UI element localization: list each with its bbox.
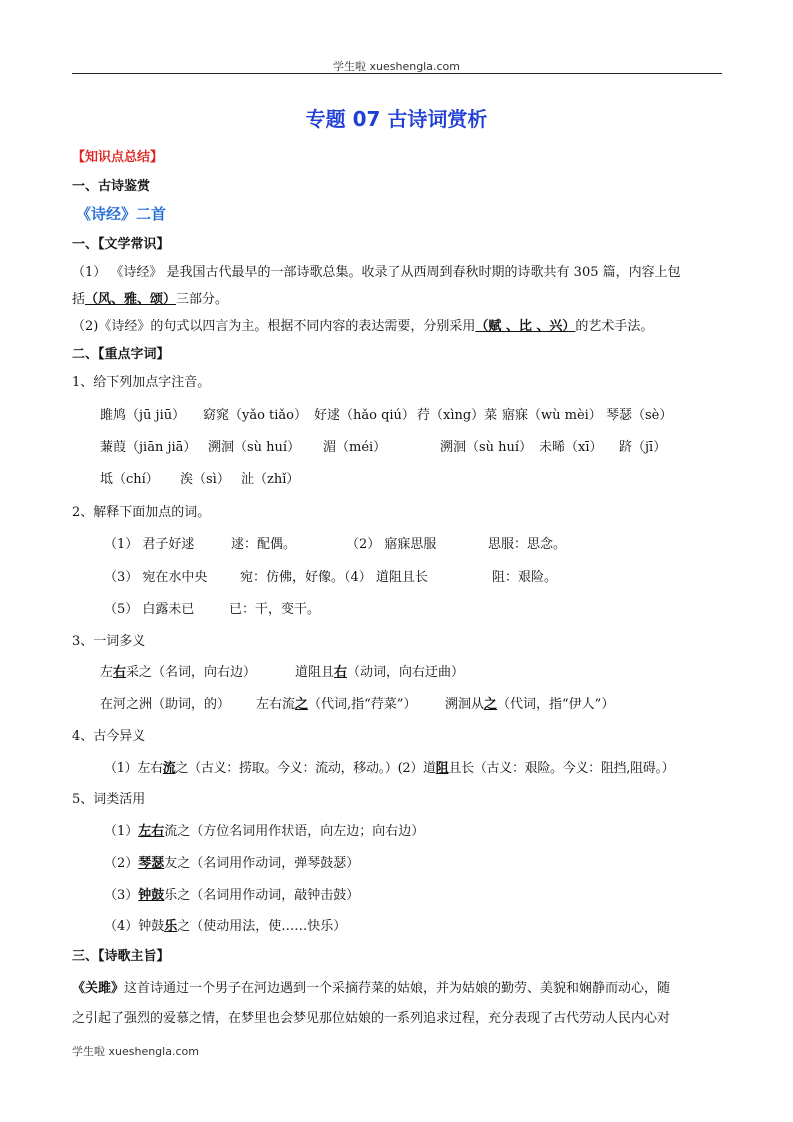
- usage-keyword: 乐: [164, 919, 178, 934]
- polysemy-keyword: 右: [334, 665, 348, 680]
- usage-keyword: 琴瑟: [138, 856, 165, 871]
- ancient-modern-line: [104, 757, 674, 776]
- definition-item: （3） 宛在水中央: [104, 570, 208, 585]
- theme-line-1: [72, 977, 670, 996]
- lit-line-2-pre: 括: [72, 292, 86, 307]
- ancient-keyword: 阻: [435, 761, 449, 776]
- lit-heading: 一、【文学常识】: [72, 237, 170, 252]
- header-divider: [72, 73, 722, 74]
- definition-item: （5） 白露未已: [104, 602, 195, 617]
- pinyin-item: 荇（xìng）菜: [417, 408, 498, 423]
- lit-line-1: （1） 《诗经》 是我国古代最早的一部诗歌总集。收录了从西周到春秋时期的诗歌共有 305 篇，内容上包: [72, 265, 681, 280]
- polysemy-keyword: 右: [113, 665, 127, 680]
- polysemy-keyword: 之: [484, 697, 498, 712]
- definition-item: （1） 君子好逑: [104, 537, 195, 552]
- lit-line-2-post: 三部分。: [176, 292, 229, 307]
- usage-item: [104, 915, 346, 934]
- pinyin-item: 好逑（hǎo qiú）: [314, 408, 415, 423]
- lit-line-3-post: 的艺术手法。: [575, 319, 654, 334]
- usage-item: [104, 884, 359, 903]
- lit-line-3: [72, 315, 653, 334]
- polysemy-text: （代词,指“荇菜”）: [308, 697, 417, 712]
- pinyin-item: 沚（zhǐ）: [241, 472, 300, 487]
- knowledge-tag: 【知识点总结】: [72, 150, 164, 165]
- pinyin-item: 未晞（xī）: [539, 440, 603, 455]
- theme-heading: 三、【诗歌主旨】: [72, 949, 170, 964]
- polysemy-text: 左: [100, 665, 114, 680]
- lit-line-2: [72, 288, 228, 307]
- page-title: 专题 07 古诗词赏析: [305, 107, 488, 131]
- polysemy-text: 道阻且: [295, 665, 335, 680]
- theme-line-2: 之引起了强烈的爱慕之情，在梦里也会梦见那位姑娘的一系列追求过程，充分表现了古代劳动人民内心对: [72, 1011, 671, 1026]
- polysemy-keyword: 之: [295, 697, 309, 712]
- question-3: 3、一词多义: [72, 634, 146, 649]
- lit-line-3-bold: （赋 、比 、兴）: [475, 319, 576, 334]
- polysemy-text: 左右流: [256, 697, 296, 712]
- ancient-keyword: 流: [162, 761, 176, 776]
- usage-text: 流之（方位名词用作状语，向左边；向右边）: [164, 824, 425, 839]
- pinyin-item: 湄（méi）: [323, 440, 387, 455]
- lit-line-3-pre: （2)《诗经》的句式以四言为主。根据不同内容的表达需要，分别采用: [72, 319, 476, 334]
- usage-text: （1）: [104, 824, 139, 839]
- definition-item: 已：干，变干。: [229, 602, 321, 617]
- usage-item: [104, 852, 359, 871]
- poem-title: 《诗经》二首: [76, 205, 167, 223]
- usage-text: 友之（名词用作动词，弹琴鼓瑟）: [164, 856, 360, 871]
- pinyin-item: 蒹葭（jiān jiā）: [100, 440, 197, 455]
- ancient-text: 且长（古义：艰险。今义：阻挡,阻碍。）: [448, 761, 675, 776]
- question-2: 2、解释下面加点的词。: [72, 505, 211, 520]
- ancient-text: 之（古义：捞取。今义：流动，移动。）(2）道: [175, 761, 436, 776]
- pinyin-item: 琴瑟（sè）: [606, 408, 673, 423]
- definition-item: 阻：艰险。: [492, 570, 558, 585]
- usage-text: 之（使动用法，使……快乐）: [177, 919, 347, 934]
- section-heading-1: 一、古诗鉴赏: [72, 179, 151, 194]
- usage-item: [104, 820, 424, 839]
- definition-item: 思服：思念。: [488, 537, 567, 552]
- polysemy-item: [100, 661, 256, 680]
- question-1: 1、给下列加点字注音。: [72, 375, 211, 390]
- definition-item: （2） 寤寐思服: [346, 537, 437, 552]
- pinyin-item: 溯洄（sù huí）: [208, 440, 301, 455]
- lit-line-2-bold: （风、雅、颂）: [85, 292, 177, 307]
- definition-item: 逑：配偶。: [231, 537, 297, 552]
- polysemy-text: （代词，指“伊人”）: [497, 697, 615, 712]
- usage-text: 乐之（名词用作动词，敲钟击鼓）: [164, 888, 360, 903]
- usage-keyword: 左右: [138, 824, 165, 839]
- pinyin-item: 溯洄（sù huí）: [440, 440, 533, 455]
- usage-keyword: 钟鼓: [138, 888, 165, 903]
- pinyin-item: 涘（sì）: [180, 472, 230, 487]
- polysemy-text: （动词，向右迂曲）: [347, 665, 465, 680]
- polysemy-item: [445, 693, 614, 712]
- polysemy-item: [256, 693, 416, 712]
- polysemy-item: [295, 661, 464, 680]
- key-heading: 二、【重点字词】: [72, 347, 170, 362]
- usage-text: （4）钟鼓: [104, 919, 165, 934]
- pinyin-item: 窈窕（yǎo tiǎo）: [203, 408, 308, 423]
- polysemy-text: 采之（名词，向右边）: [126, 665, 257, 680]
- usage-text: （2）: [104, 856, 139, 871]
- theme-text: 这首诗通过一个男子在河边遇到一个采摘荇菜的姑娘，并为姑娘的勤劳、美貌和娴静而动心，随: [124, 981, 671, 996]
- pinyin-item: 跻（jī）: [619, 440, 667, 455]
- question-4: 4、古今异义: [72, 729, 146, 744]
- page-footer: 学生啦 xueshengla.com: [72, 1045, 199, 1058]
- pinyin-item: 雎鸠（jū jiū）: [100, 408, 186, 423]
- question-5: 5、词类活用: [72, 792, 146, 807]
- polysemy-text: 溯洄从: [445, 697, 485, 712]
- pinyin-item: 寤寐（wù mèi）: [502, 408, 602, 423]
- usage-text: （3）: [104, 888, 139, 903]
- polysemy-item: 在河之洲（助词，的）: [100, 697, 231, 712]
- pinyin-item: 坻（chí）: [100, 472, 159, 487]
- page-header: 学生啦 xueshengla.com: [333, 60, 460, 73]
- ancient-text: （1）左右: [104, 761, 163, 776]
- definition-item: 宛：仿佛，好像。（4） 道阻且长: [240, 570, 428, 585]
- theme-poem-name: 《关雎》: [72, 981, 125, 996]
